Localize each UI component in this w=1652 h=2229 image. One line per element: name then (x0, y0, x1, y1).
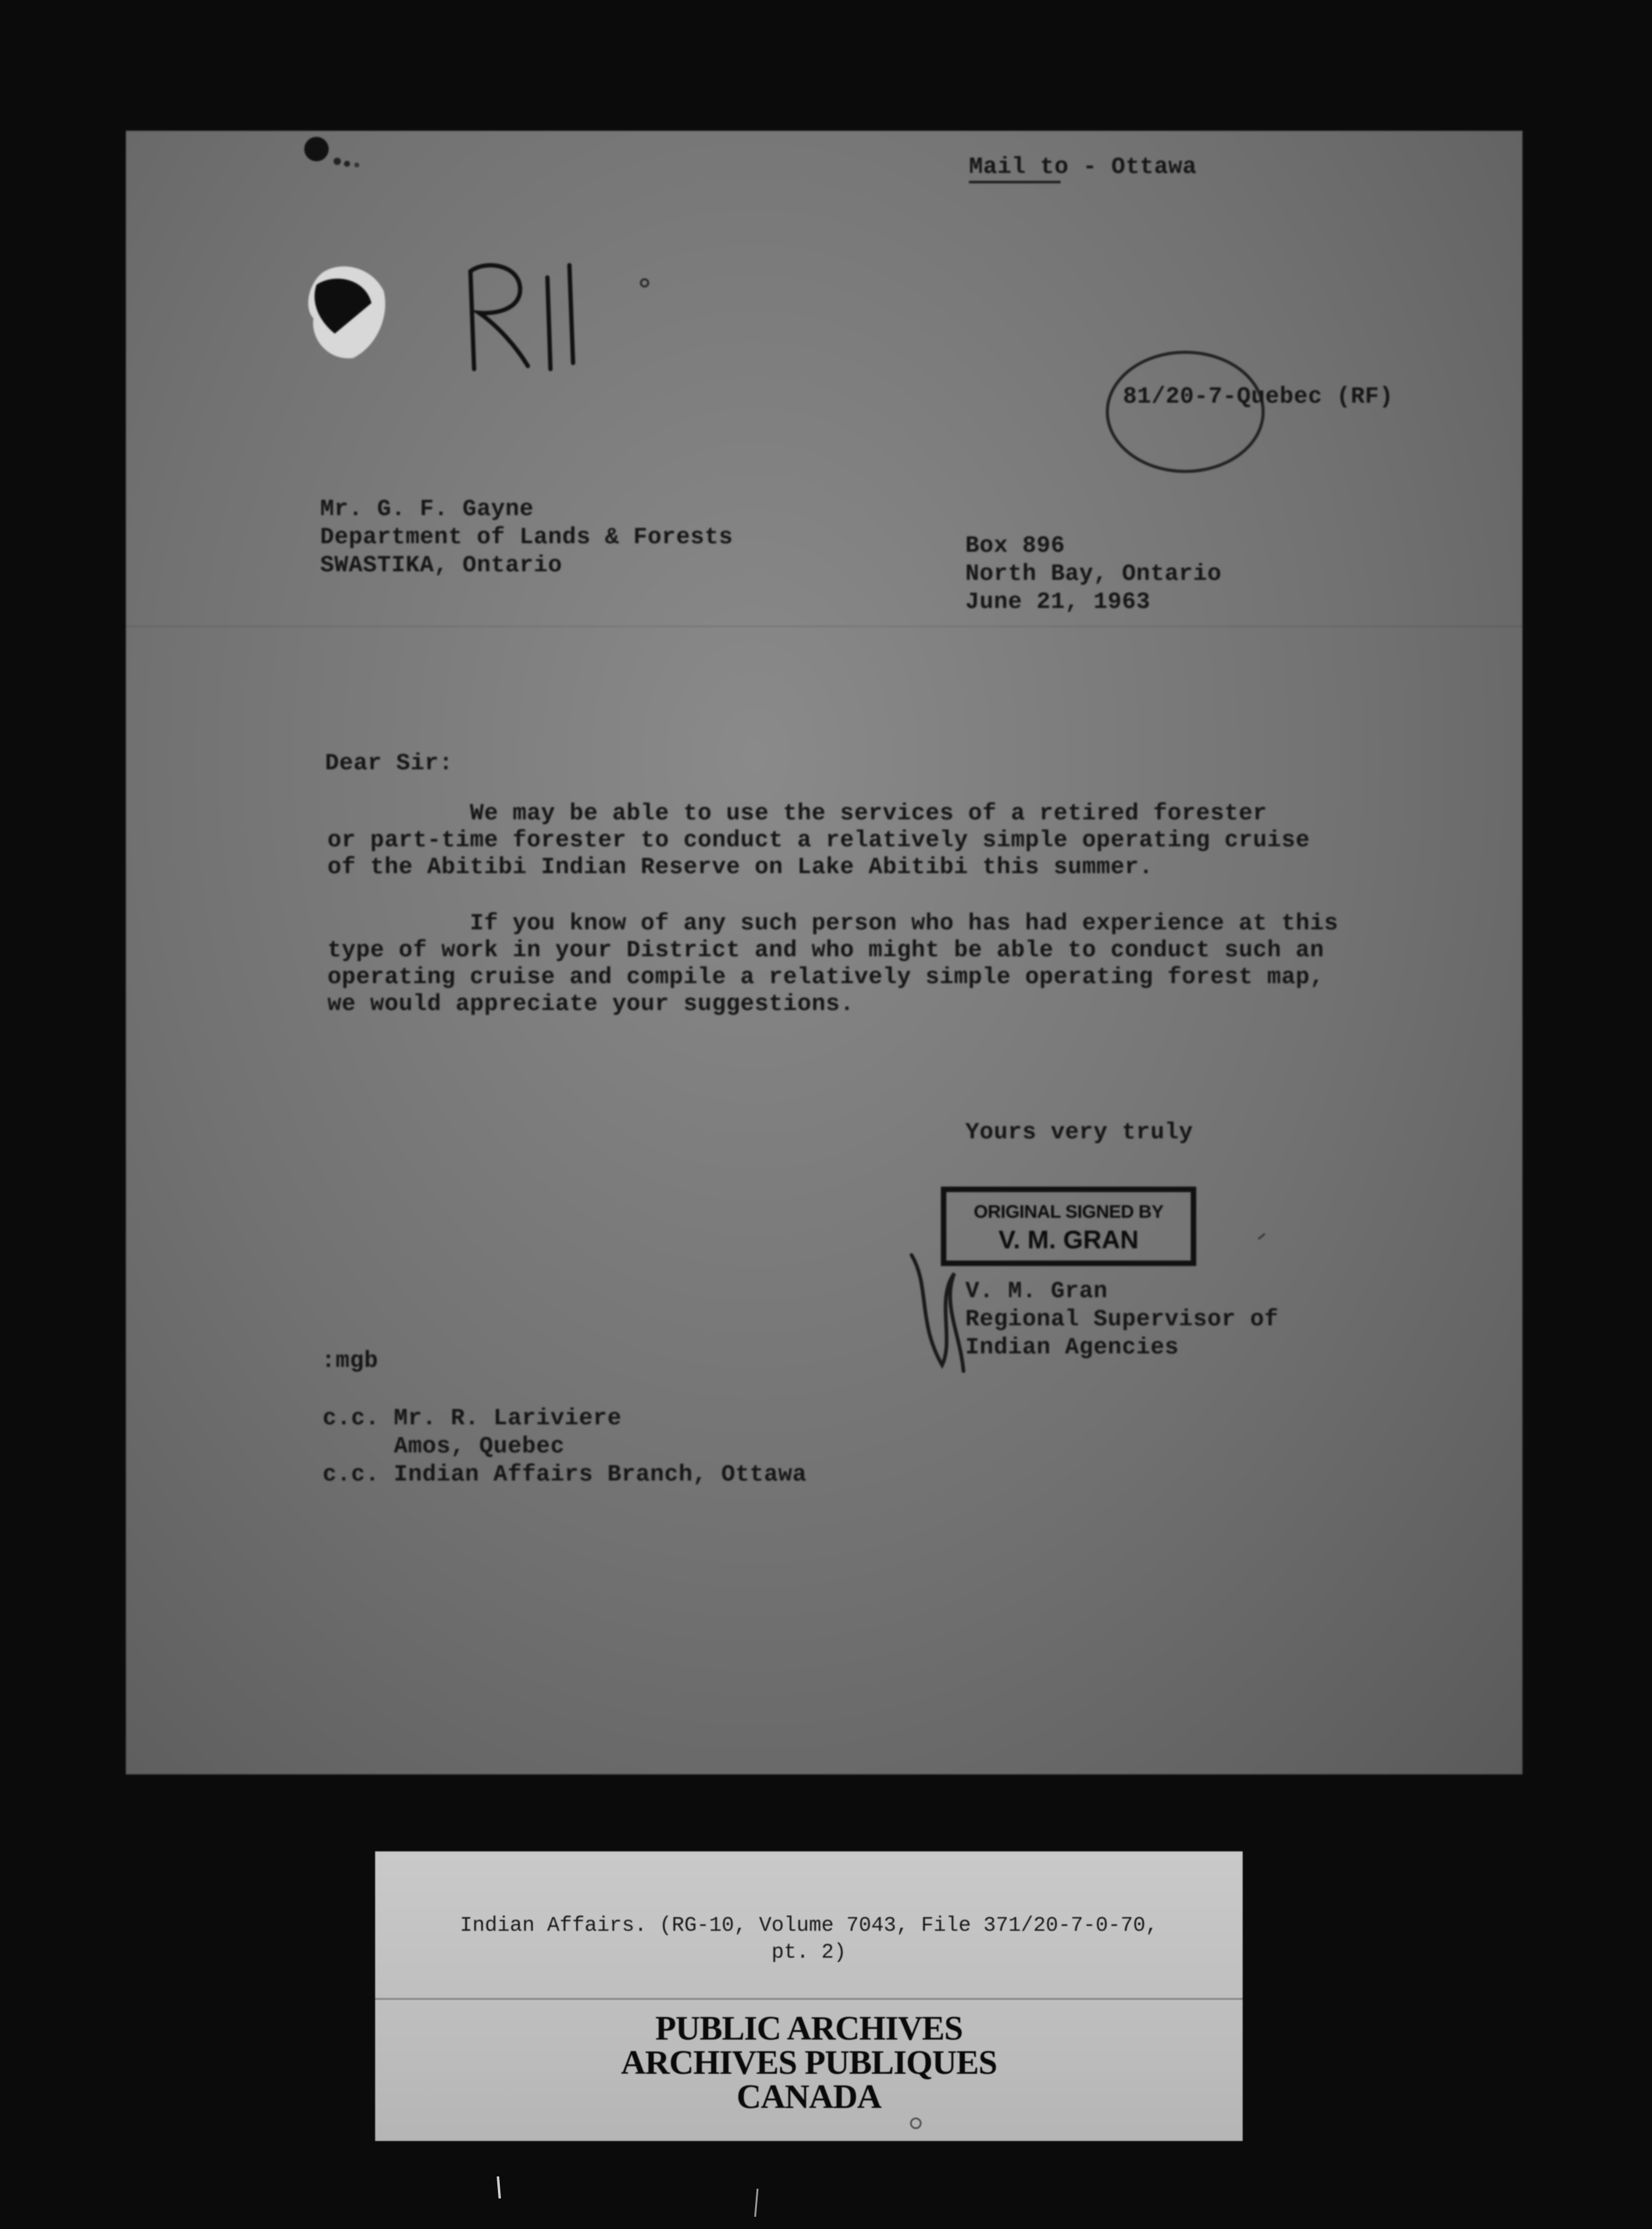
body-line: If you know of any such person who has had experience at this (327, 910, 1339, 937)
archives-line-english: PUBLIC ARCHIVES (655, 2010, 963, 2048)
signature-scribble (899, 1249, 973, 1377)
cc-line: c.c. Mr. R. Lariviere (323, 1405, 622, 1432)
small-mark (638, 276, 651, 290)
recipient-line: Mr. G. F. Gayne (320, 496, 534, 522)
signatory-title: Indian Agencies (965, 1334, 1179, 1361)
routing-note: Mail to - Ottawa (969, 154, 1197, 180)
signatory-title: Regional Supervisor of (965, 1306, 1279, 1333)
body-line: or part-time forester to conduct a relatively simple operating cruise (327, 827, 1310, 854)
sender-address-line: Box 896 (965, 533, 1065, 559)
film-dust-speck (751, 2187, 764, 2218)
body-line: of the Abitibi Indian Reserve on Lake Abitibi this summer. (327, 854, 1153, 880)
stamp-name: V. M. GRAN (998, 1225, 1139, 1254)
cc-line: c.c. Indian Affairs Branch, Ottawa (323, 1462, 807, 1488)
label-speck (907, 2114, 925, 2132)
original-signed-stamp (941, 1187, 1196, 1266)
film-dust-speck (489, 2175, 507, 2200)
body-line: type of work in your District and who might be able to conduct such an (327, 937, 1325, 964)
letter-date: June 21, 1963 (965, 589, 1150, 615)
body-line: operating cruise and compile a relatively simple operating forest map, (327, 964, 1325, 990)
stamp-heading: ORIGINAL SIGNED BY (973, 1202, 1164, 1222)
letter-page (126, 131, 1522, 1774)
archive-citation: Indian Affairs. (RG-10, Volume 7043, File 371/20-7-0-70, pt. 2) (459, 1914, 1158, 1965)
typist-initials: :mgb (321, 1348, 379, 1374)
salutation: Dear Sir: (325, 750, 453, 777)
cc-line: Amos, Quebec (323, 1433, 565, 1460)
archives-wordmark (375, 2011, 1243, 2114)
closing: Yours very truly (965, 1119, 1193, 1146)
torn-hole (298, 260, 390, 361)
body-line: we would appreciate your suggestions. (327, 991, 855, 1017)
punch-mark-dots (302, 131, 381, 192)
stray-mark (1258, 1233, 1266, 1240)
archives-line-french: ARCHIVES PUBLIQUES (621, 2044, 997, 2082)
archive-label-card (375, 1851, 1243, 2141)
recipient-line: SWASTIKA, Ontario (320, 552, 563, 579)
handwritten-mark (450, 241, 590, 381)
body-line: We may be able to use the services of a retired forester (327, 800, 1268, 827)
signatory-name: V. M. Gran (965, 1278, 1108, 1305)
label-divider (375, 1998, 1243, 2000)
page-crease (126, 626, 1522, 627)
sender-address-line: North Bay, Ontario (965, 561, 1222, 587)
file-number: 81/20-7-Quebec (RF) (1123, 384, 1394, 410)
routing-underline (969, 181, 1061, 183)
archives-line-country: CANADA (736, 2078, 882, 2116)
recipient-line: Department of Lands & Forests (320, 524, 733, 551)
